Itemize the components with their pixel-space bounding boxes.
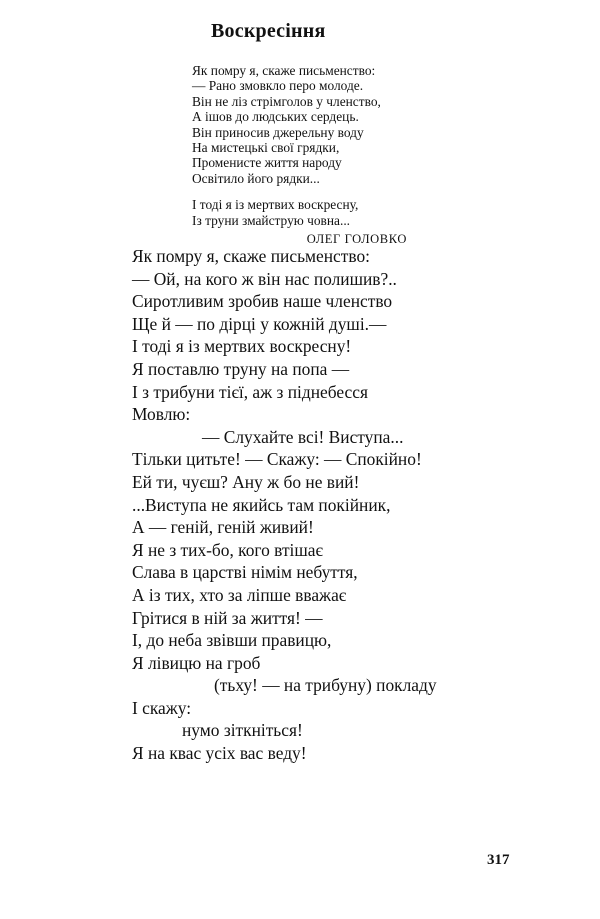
poem-line: Я лівицю на гроб bbox=[132, 652, 261, 673]
poem-line: І, до неба звівши правицю, bbox=[132, 630, 332, 651]
epigraph bbox=[192, 63, 452, 247]
epigraph-line: Він не ліз стрімголов у членство, bbox=[192, 93, 381, 109]
poem-line: Я на квас усіх вас веду! bbox=[132, 743, 307, 764]
poem-line: І скажу: bbox=[132, 697, 192, 718]
poem-line: І тоді я із мертвих воскресну! bbox=[132, 336, 352, 357]
poem-line: А із тих, хто за ліпше вважає bbox=[132, 584, 347, 605]
epigraph-line: Променисте життя народу bbox=[192, 155, 342, 171]
poem-line: — Слухайте всі! Виступа... bbox=[202, 426, 404, 447]
epigraph-line: — Рано змовкло перо молоде. bbox=[192, 78, 364, 94]
poem-line: Грітися в ній за життя! — bbox=[132, 607, 323, 628]
poem-line: Я поставлю труну на попа — bbox=[132, 358, 350, 379]
epigraph-line: Освітило його рядки... bbox=[192, 170, 320, 186]
poem-line: Сиротливим зробив наше членство bbox=[132, 291, 393, 312]
poem-line: А — геній, геній живий! bbox=[132, 517, 314, 538]
poem-line: ...Виступа не якийсь там покійник, bbox=[132, 494, 391, 515]
epigraph-line: І тоді я із мертвих воскресну, bbox=[192, 197, 359, 213]
poem-line: Ей ти, чуєш? Ану ж бо не вий! bbox=[132, 471, 360, 492]
poem-line: нумо зіткніться! bbox=[182, 720, 303, 741]
epigraph-line: На мистецькі свої грядки, bbox=[192, 140, 340, 156]
poem-body bbox=[132, 245, 572, 765]
epigraph-line: А ішов до людських сердець. bbox=[192, 109, 359, 125]
epigraph-line: Із труни змайструю човна... bbox=[192, 212, 351, 228]
poem-line: (тьху! — на трибуну) покладу bbox=[214, 675, 437, 696]
poem-line: Як помру я, скаже письменство: bbox=[132, 246, 370, 266]
epigraph-line: Як помру я, скаже письменство: bbox=[192, 63, 376, 78]
poem-line: Слава в царстві німім небуття, bbox=[132, 562, 358, 583]
epigraph-line: Він приносив джерельну воду bbox=[192, 124, 364, 140]
poem-line: Я не з тих-бо, кого втішає bbox=[132, 539, 323, 560]
poem-title: Воскресіння bbox=[211, 20, 326, 42]
stanza-gap bbox=[192, 186, 452, 197]
poem-line: Ще й — по дірці у кожній душі.— bbox=[132, 313, 387, 334]
poem-line: Тільки цитьте! — Скажу: — Спокійно! bbox=[132, 449, 422, 470]
poem-line: — Ой, на кого ж він нас полишив?.. bbox=[132, 268, 397, 289]
poem-line: І з трибуни тієї, аж з піднебесся bbox=[132, 381, 368, 402]
page-number: 317 bbox=[487, 852, 510, 868]
epigraph-author: ОЛЕГ ГОЛОВКО bbox=[306, 232, 407, 247]
poem-line: Мовлю: bbox=[132, 404, 191, 425]
